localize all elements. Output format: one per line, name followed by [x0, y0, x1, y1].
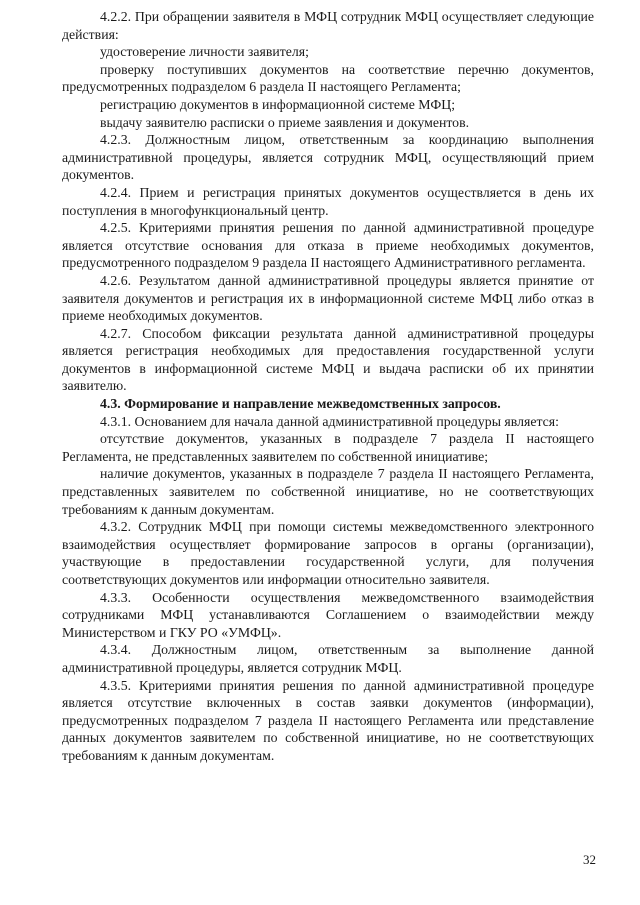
- list-item-registration: регистрацию документов в информационной системе МФЦ;: [100, 96, 456, 112]
- paragraph-4-3-5: 4.3.5. Критериями принятия решения по данной административной процедуре является отсутствие включенных в состав заявки документов (информации), предусмотренных подразделом 7 раздела II настоящего Регламента или представление данных документов заявителем по собственной инициативе, но не соответствующих требованиям к данным документам.: [62, 677, 594, 763]
- paragraph-4-2-6: 4.2.6. Результатом данной административной процедуры является принятие от заявителя документов и регистрация их в информационной системе МФЦ либо отказ в приеме необходимых документов.: [62, 272, 594, 324]
- list-item-receipt: выдачу заявителю расписки о приеме заявления и документов.: [100, 114, 470, 130]
- section-heading-4-3: 4.3. Формирование и направление межведомственных запросов.: [100, 396, 501, 412]
- list-item-identity: удостоверение личности заявителя;: [100, 44, 309, 60]
- list-item-nonconforming-documents: наличие документов, указанных в подразделе 7 раздела II настоящего Регламента, представленных заявителем по собственной инициативе, но не соответствующих требованиям к данным документам.: [62, 466, 594, 517]
- paragraph-4-2-4: 4.2.4. Прием и регистрация принятых документов осуществляется в день их поступления в многофункциональный центр.: [62, 184, 594, 218]
- paragraph-4-2-3: 4.2.3. Должностным лицом, ответственным за координацию выполнения административной процедуры, является сотрудник МФЦ, осуществляющий прием документов.: [62, 132, 594, 183]
- list-item-missing-documents: отсутствие документов, указанных в подразделе 7 раздела II настоящего Регламента, не представленных заявителем по собственной инициативе;: [62, 431, 594, 464]
- paragraph-4-3-4: 4.3.4. Должностным лицом, ответственным за выполнение данной административной процедуры, является сотрудник МФЦ.: [62, 642, 594, 675]
- page-number: 32: [583, 852, 596, 867]
- list-item-document-check: проверку поступивших документов на соответствие перечню документов, предусмотренных подразделом 6 раздела II настоящего Регламента;: [62, 61, 594, 95]
- paragraph-4-3-1: 4.3.1. Основанием для начала данной административной процедуры является:: [100, 413, 559, 429]
- body-text: [62, 8, 594, 765]
- paragraph-4-2-2: 4.2.2. При обращении заявителя в МФЦ сотрудник МФЦ осуществляет следующие действия:: [62, 9, 594, 42]
- paragraph-4-3-3: 4.3.3. Особенности осуществления межведомственного взаимодействия сотрудниками МФЦ устанавливаются Соглашением о взаимодействии между Министерством и ГКУ РО «УМФЦ».: [62, 589, 594, 640]
- paragraph-4-3-2: 4.3.2. Сотрудник МФЦ при помощи системы межведомственного электронного взаимодействия осуществляет формирование запросов в органы (организации), участвующие в предоставлении государственной услуги, для получения соответствующих документов или информации относительно заявителя.: [62, 519, 594, 587]
- paragraph-4-2-5: 4.2.5. Критериями принятия решения по данной административной процедуре является отсутствие основания для отказа в приеме необходимых документов, предусмотренного подразделом 9 раздела II настоящего Административного регламента.: [62, 220, 594, 271]
- paragraph-4-2-7: 4.2.7. Способом фиксации результата данной административной процедуры является регистрация необходимых для предоставления государственной услуги документов в информационной системе МФЦ и выдача расписки об их принятии заявителю.: [62, 325, 594, 394]
